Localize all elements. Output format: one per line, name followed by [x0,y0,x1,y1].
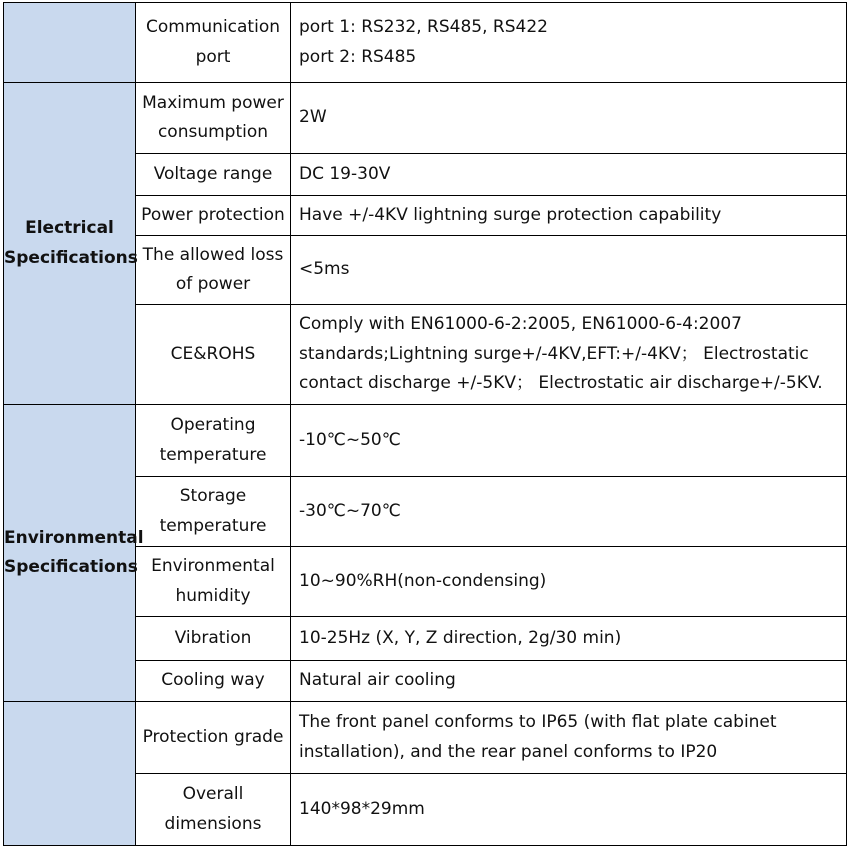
param-label: The allowed loss [142,244,284,265]
param-cell [136,196,291,236]
value-cell [291,617,847,661]
param-label: of power [175,274,251,294]
param-label: Operating [170,415,256,435]
param-label: Voltage range [153,163,273,184]
param-cell [136,477,291,547]
param-label: CE&ROHS [170,343,256,364]
param-cell [136,405,291,477]
value-text: port 2: RS485 [299,46,417,67]
value-cell [291,3,847,83]
param-label: temperature [159,444,267,465]
value-cell [291,405,847,477]
value-text: 10-25Hz (X, Y, Z direction, 2g/30 min) [299,627,622,648]
category-cell-electrical [4,83,136,405]
table-row [4,702,847,774]
value-text: Have +/-4KV lightning surge protection capability [299,204,722,225]
param-label: Maximum power [142,92,284,113]
param-label: Power protection [141,204,285,225]
specifications-table [3,2,847,846]
value-text: Comply with EN61000-6-2:2005, EN61000-6-4:2007 [299,314,742,335]
param-cell [136,83,291,154]
value-cell [291,547,847,617]
category-cell-top [4,3,136,83]
table-row [4,405,847,477]
value-cell [291,702,847,774]
param-label: Cooling way [161,670,265,691]
value-text: -30℃~70℃ [299,500,401,521]
table-row [4,83,847,154]
param-cell [136,154,291,196]
table-row [4,3,847,83]
param-label: humidity [175,585,251,606]
category-label: Specifications [4,557,138,577]
category-label: Environmental [4,527,144,548]
value-text: The front panel conforms to IP65 (with flat plate cabinet [299,712,777,732]
value-cell [291,774,847,846]
param-cell [136,305,291,405]
value-cell [291,477,847,547]
value-cell [291,196,847,236]
param-label: consumption [157,122,269,142]
param-cell [136,236,291,305]
param-cell [136,774,291,846]
value-text: 140*98*29mm [299,798,425,819]
value-text: 2W [299,107,327,128]
category-label: Specifications [4,247,138,268]
param-cell [136,702,291,774]
value-text: port 1: RS232, RS485, RS422 [299,17,548,37]
category-cell-bottom [4,702,136,846]
value-text: DC 19-30V [299,163,391,184]
value-cell [291,305,847,405]
param-cell [136,3,291,83]
param-label: Vibration [174,627,252,648]
category-cell-environmental [4,405,144,702]
value-cell [291,83,847,154]
value-text: contact discharge +/-5KV； Electrostatic air discharge+/-5KV. [299,373,823,394]
param-cell [136,661,291,702]
value-text: 10~90%RH(non-condensing) [299,570,547,591]
param-label: Environmental [151,556,275,576]
value-text: standards;Lightning surge+/-4KV,EFT:+/-4KV； Electrostatic [299,343,809,364]
value-cell [291,154,847,196]
param-cell [136,547,291,617]
param-label: Protection grade [142,726,284,747]
param-label: Communication [146,17,280,37]
value-cell [291,661,847,702]
param-label: temperature [159,515,267,536]
param-label: dimensions [164,813,262,834]
param-label: Storage [179,486,247,506]
value-text: installation), and the rear panel conforms to IP20 [299,741,718,762]
value-text: Natural air cooling [299,670,456,691]
param-label: Overall [182,784,244,804]
value-text: <5ms [299,259,350,280]
value-cell [291,236,847,305]
value-text: -10℃~50℃ [299,429,401,450]
param-label: port [195,46,231,67]
category-label: Electrical [25,218,114,238]
param-cell [136,617,291,661]
